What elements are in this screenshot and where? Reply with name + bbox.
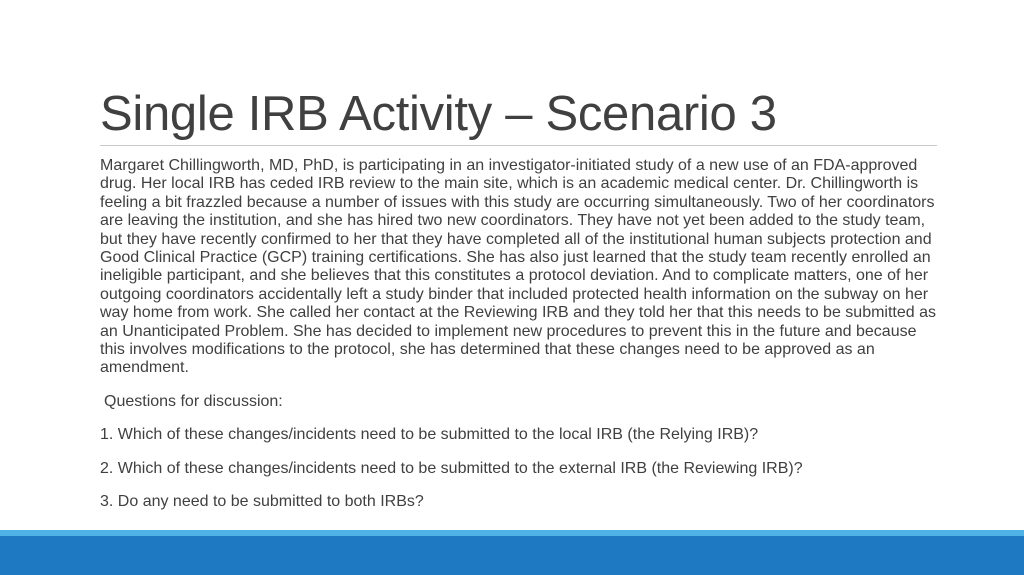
scenario-paragraph: Margaret Chillingworth, MD, PhD, is participating in an investigator-initiated study of a new use of an FDA-approved drug. Her local IRB has ceded IRB review to the main site, which is an academic medical center. Dr. Chillingworth is feeling a bit frazzled because a number of issues with this study are occurring simultaneously. Two of her coordinators are leaving the institution, and she has hired two new coordinators. They have not yet been added to the study team, but they have recently confirmed to her that they have completed all of the institutional human subjects protection and Good Clinical Practice (GCP) training certifications. She has also just learned that the study team recently enrolled an ineligible participant, and she believes that this constitutes a protocol deviation. And to complicate matters, one of her outgoing coordinators accidentally left a study binder that included protected health information on the subway on her way home from work. She called her contact at the Reviewing IRB and they told her that this needs to be submitted as an Unanticipated Problem. She has decided to implement new procedures to prevent this in the future and because this involves modifications to the protocol, she has determined that these changes need to be approved as an amendment. bbox=[100, 157, 936, 377]
title-divider bbox=[100, 145, 937, 146]
question-3: 3. Do any need to be submitted to both IRBs? bbox=[100, 493, 424, 511]
question-2: 2. Which of these changes/incidents need to be submitted to the external IRB (the Reviewing IRB)? bbox=[100, 459, 803, 477]
footer-bar bbox=[0, 536, 1024, 575]
question-1: 1. Which of these changes/incidents need to be submitted to the local IRB (the Relying IRB)? bbox=[100, 426, 759, 444]
slide-body bbox=[100, 157, 940, 527]
discussion-heading: Questions for discussion: bbox=[104, 392, 283, 410]
slide-title: Single IRB Activity – Scenario 3 bbox=[100, 87, 777, 141]
